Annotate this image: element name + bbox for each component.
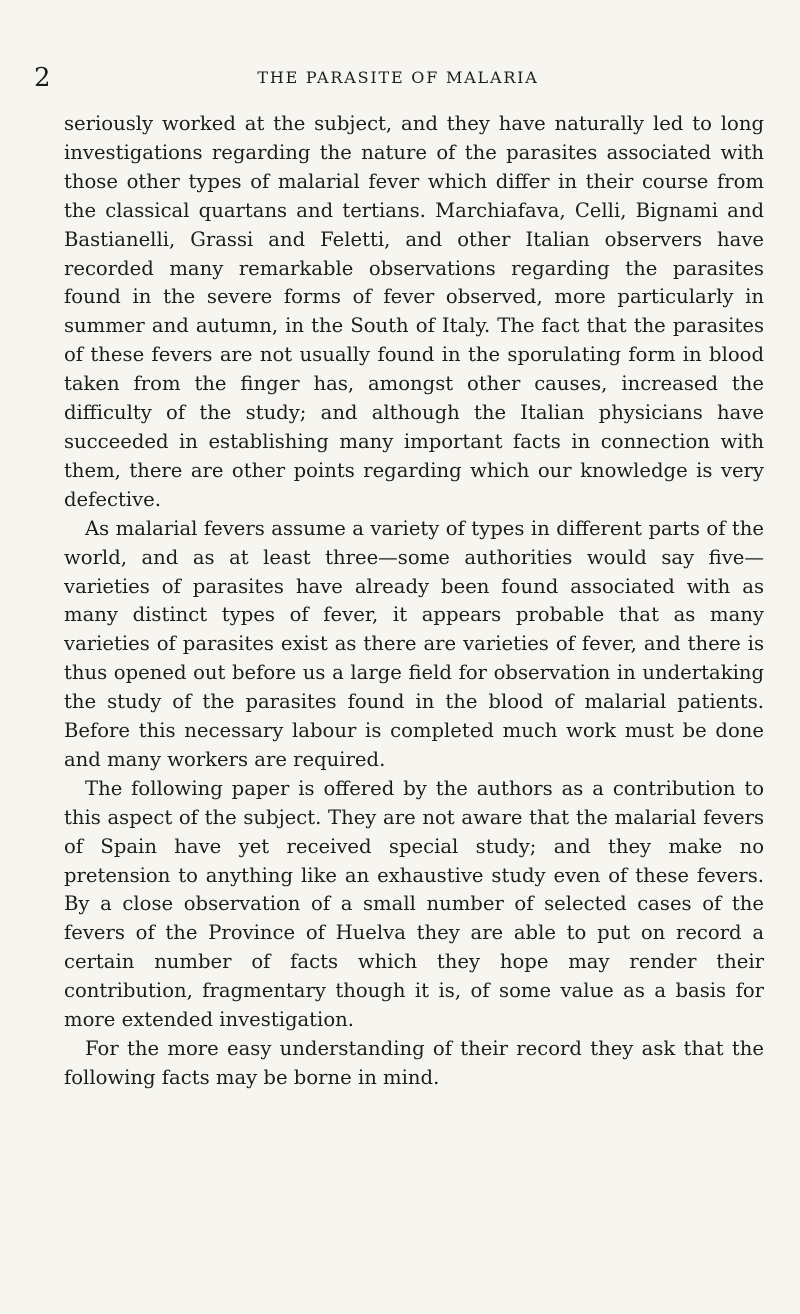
paragraph-3: The following paper is offered by the authors as a contribution to this aspect of the subject. They are not aware that the malarial fevers of Spain have yet received special study; and they make no pretension to anything like an exhaustive study even of these fevers. By a close observation of a small number of selected cases of the fevers of the Province of Huelva they are able to put on record a certain number of facts which they hope may render their contribution, fragmentary though it is, of some value as a basis for more extended investigation. (64, 776, 764, 1032)
body-text (64, 110, 764, 1093)
paragraph-2: As malarial fevers assume a variety of types in different parts of the world, and as at least three—some authorities would say five—varieties of parasites have already been found associated with as many distinct types of fever, it appears probable that as many varieties of parasites exist as there are varieties of fever, and there is thus opened out before us a large field for observation in undertaking the study of the parasites found in the blood of malarial patients. Before this necessary labour is completed much work must be done and many workers are required. (64, 516, 764, 771)
paragraph-1: seriously worked at the subject, and they have naturally led to long investigations regarding the nature of the parasites associated with those other types of malarial fever which differ in their course from the classical quartans and tertians. Marchiafava, Celli, Bignami and Bastianelli, Grassi and Feletti, and other Italian observers have recorded many remarkable observations regarding the parasites found in the severe forms of fever observed, more particularly in summer and autumn, in the South of Italy. The fact that the parasites of these fevers are not usually found in the sporulating form in blood taken from the finger has, amongst other causes, increased the difficulty of the study; and although the Italian physicians have succeeded in establishing many important facts in connection with them, there are other points regarding which our knowledge is very defective. (64, 112, 764, 511)
running-head (34, 64, 762, 92)
paragraph-4: For the more easy understanding of their record they ask that the following facts may be borne in mind. (64, 1037, 764, 1089)
page-number: 2 (34, 63, 51, 93)
running-title: THE PARASITE OF MALARIA (257, 68, 539, 87)
